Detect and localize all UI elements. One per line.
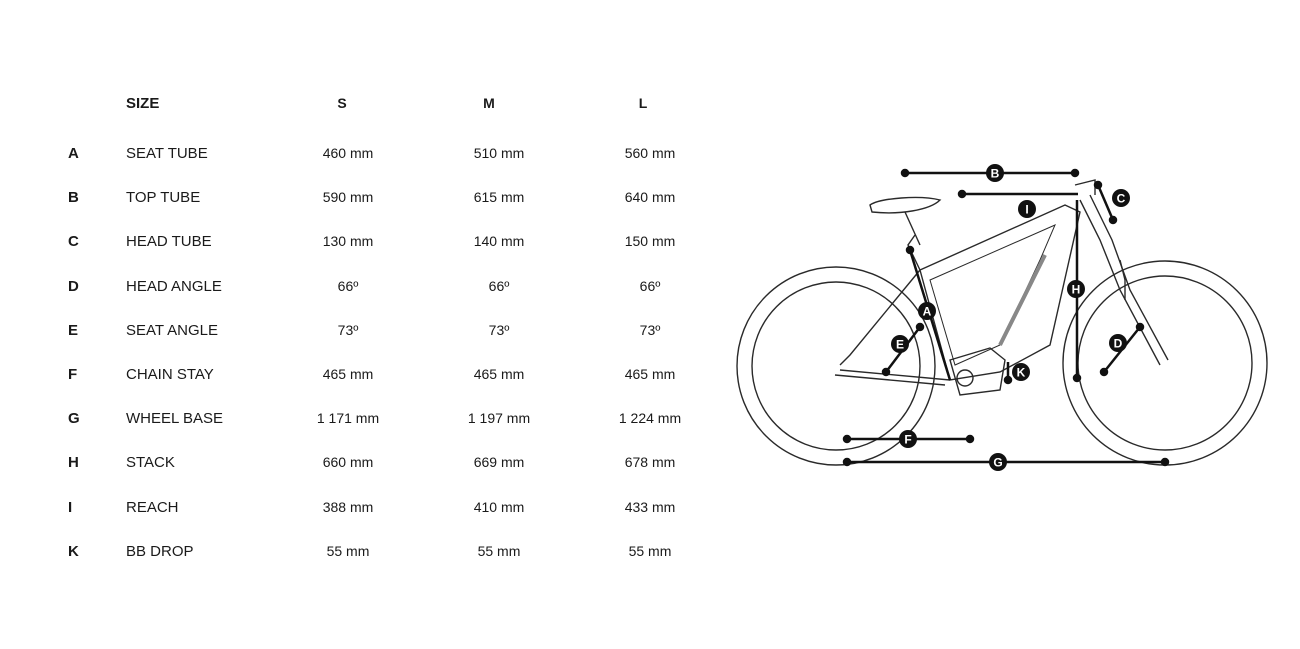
bike-geometry-diagram xyxy=(720,140,1280,500)
marker-label: A xyxy=(922,304,932,319)
marker-label: B xyxy=(990,166,1000,181)
marker-label: K xyxy=(1016,365,1026,380)
row-key: D xyxy=(68,278,79,295)
row-value-l: 73º xyxy=(639,322,661,338)
marker-label: H xyxy=(1071,282,1081,297)
row-key: G xyxy=(68,410,80,427)
size-header-l: L xyxy=(638,95,648,111)
row-value-m: 1 197 mm xyxy=(467,410,531,426)
row-value-l: 55 mm xyxy=(628,543,672,559)
row-value-l: 150 mm xyxy=(624,233,676,249)
row-value-s: 660 mm xyxy=(322,454,374,470)
marker-d xyxy=(1109,334,1127,352)
marker-i xyxy=(1018,200,1036,218)
row-name: SEAT TUBE xyxy=(126,145,208,162)
row-name: TOP TUBE xyxy=(126,189,201,206)
marker-c xyxy=(1112,189,1130,207)
marker-label: E xyxy=(895,337,905,352)
row-value-s: 465 mm xyxy=(322,366,374,382)
size-header-s: S xyxy=(337,95,347,111)
row-value-l: 640 mm xyxy=(624,189,676,205)
row-value-m: 615 mm xyxy=(473,189,525,205)
row-value-m: 140 mm xyxy=(473,233,525,249)
row-name: WHEEL BASE xyxy=(126,410,223,427)
row-name: STACK xyxy=(126,454,175,471)
row-value-s: 55 mm xyxy=(326,543,370,559)
row-value-l: 465 mm xyxy=(624,366,676,382)
row-name: HEAD TUBE xyxy=(126,233,212,250)
row-name: REACH xyxy=(126,499,179,516)
dimension-lines xyxy=(844,170,1168,465)
marker-b xyxy=(986,164,1004,182)
size-header-m: M xyxy=(483,95,495,111)
row-value-s: 460 mm xyxy=(322,145,374,161)
marker-f xyxy=(899,430,917,448)
dimension-markers xyxy=(891,164,1130,471)
row-value-m: 73º xyxy=(488,322,510,338)
row-value-s: 66º xyxy=(337,278,359,294)
marker-label: C xyxy=(1116,191,1126,206)
row-key: I xyxy=(68,499,73,516)
row-value-l: 1 224 mm xyxy=(618,410,682,426)
row-key: E xyxy=(68,322,79,339)
row-name: HEAD ANGLE xyxy=(126,278,222,295)
row-value-m: 66º xyxy=(488,278,510,294)
row-key: H xyxy=(68,454,79,471)
row-value-l: 66º xyxy=(639,278,661,294)
marker-k xyxy=(1012,363,1030,381)
row-key: K xyxy=(68,543,79,560)
row-value-m: 410 mm xyxy=(473,499,525,515)
marker-label: G xyxy=(993,455,1003,470)
marker-a xyxy=(918,302,936,320)
row-key: B xyxy=(68,189,79,206)
marker-e xyxy=(891,335,909,353)
row-key: A xyxy=(68,145,79,162)
row-value-m: 669 mm xyxy=(473,454,525,470)
row-value-s: 590 mm xyxy=(322,189,374,205)
row-value-l: 678 mm xyxy=(624,454,676,470)
row-value-m: 55 mm xyxy=(477,543,521,559)
marker-label: D xyxy=(1113,336,1123,351)
row-key: C xyxy=(68,233,79,250)
row-value-s: 388 mm xyxy=(322,499,374,515)
row-value-l: 433 mm xyxy=(624,499,676,515)
row-value-m: 510 mm xyxy=(473,145,525,161)
row-value-s: 130 mm xyxy=(322,233,374,249)
row-value-m: 465 mm xyxy=(473,366,525,382)
row-name: CHAIN STAY xyxy=(126,366,214,383)
row-key: F xyxy=(68,366,78,383)
row-name: SEAT ANGLE xyxy=(126,322,218,339)
bike-outline xyxy=(737,180,1267,465)
row-value-s: 73º xyxy=(337,322,359,338)
row-value-s: 1 171 mm xyxy=(316,410,380,426)
row-name: BB DROP xyxy=(126,543,194,560)
marker-label: I xyxy=(1025,202,1029,217)
marker-g xyxy=(989,453,1007,471)
marker-label: F xyxy=(904,432,912,447)
size-header: SIZE xyxy=(126,95,160,112)
marker-h xyxy=(1067,280,1085,298)
row-value-l: 560 mm xyxy=(624,145,676,161)
